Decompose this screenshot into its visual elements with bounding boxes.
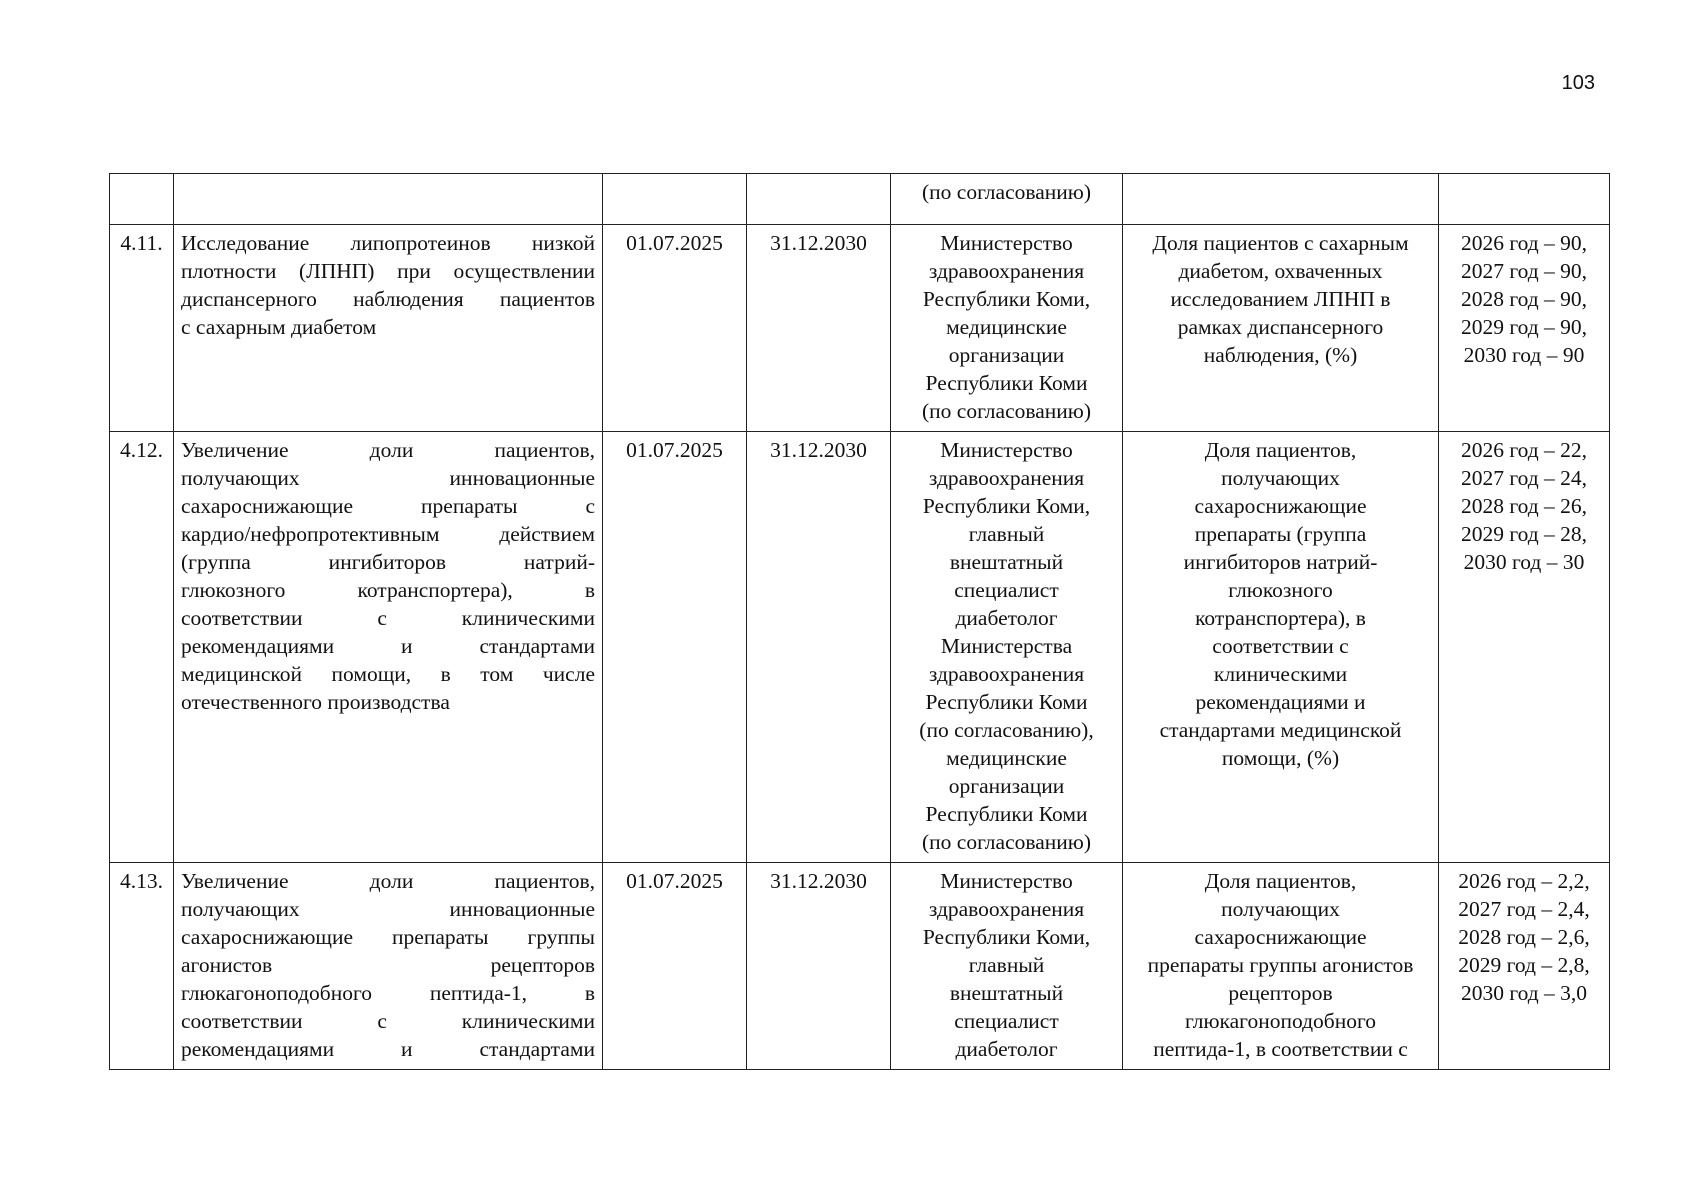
activity-name-line: диспансерного наблюдения пациентов	[181, 287, 595, 311]
responsible-line: Министерство	[940, 231, 1073, 255]
activity-name-line: соответствии с клиническими	[181, 606, 595, 630]
responsible-line: медицинские	[946, 315, 1067, 339]
start-date-cell	[603, 432, 747, 863]
activity-name-line: соответствии с клиническими	[181, 1009, 595, 1033]
table-body	[110, 174, 1610, 1070]
responsible-line: Республики Коми	[925, 802, 1088, 826]
indicator-line: исследованием ЛПНП в	[1170, 287, 1391, 311]
responsible-line: здравоохранения	[928, 466, 1085, 490]
item-number-cell	[110, 174, 174, 225]
target-value-line: 2029 год – 28,	[1460, 522, 1588, 546]
indicator-line: получающих	[1221, 466, 1340, 490]
start-date-cell	[603, 863, 747, 1070]
activity-name-cell	[174, 174, 603, 225]
responsible-line: Республики Коми,	[922, 494, 1091, 518]
indicator-line: глюкагоноподобного	[1184, 1009, 1377, 1033]
target-value-line: 2027 год – 24,	[1460, 466, 1588, 490]
responsible-line: (по согласованию)	[921, 830, 1092, 854]
responsible-line: Министерства	[940, 634, 1073, 658]
target-value-line: 2026 год – 2,2,	[1458, 869, 1590, 893]
target-value-line: 2028 год – 26,	[1460, 494, 1588, 518]
activity-name-line: медицинской помощи, в том числе	[181, 662, 595, 686]
responsible-line: организации	[948, 343, 1065, 367]
target-value-line: 2029 год – 2,8,	[1458, 953, 1590, 977]
responsible-line: (по согласованию),	[919, 718, 1094, 742]
responsible-line: Республики Коми,	[922, 925, 1091, 949]
activity-name-line: получающих инновационные	[181, 897, 595, 921]
indicator-line: ингибиторов натрий-	[1183, 550, 1378, 574]
responsible-line: медицинские	[946, 746, 1067, 770]
responsible-line: главный	[968, 953, 1045, 977]
target-values-cell	[1439, 432, 1610, 863]
item-number: 4.11.	[120, 231, 163, 255]
responsible-line: здравоохранения	[928, 259, 1085, 283]
target-value-line: 2030 год – 30	[1463, 550, 1585, 574]
indicator-line: наблюдения, (%)	[1203, 343, 1358, 367]
responsible-line: внештатный	[949, 550, 1064, 574]
item-number-cell	[110, 225, 174, 432]
indicator-line: помощи, (%)	[1221, 746, 1340, 770]
indicator-line: рецепторов	[1228, 981, 1333, 1005]
responsible-line: Министерство	[940, 869, 1073, 893]
activity-name-line: кардио/нефропротективным действием	[181, 522, 595, 546]
responsible-line: диабетолог	[955, 606, 1058, 630]
responsible-line: (по согласованию)	[921, 180, 1092, 204]
responsible-cell	[891, 432, 1123, 863]
indicator-line: сахароснижающие	[1194, 494, 1367, 518]
target-value-line: 2026 год – 90,	[1460, 231, 1588, 255]
end-date-cell	[747, 863, 891, 1070]
activity-name-line: глюкозного котранспортера), в	[181, 578, 595, 602]
end-date: 31.12.2030	[770, 438, 867, 462]
target-value-line: 2026 год – 22,	[1460, 438, 1588, 462]
item-number: 4.12.	[120, 438, 163, 462]
target-value-line: 2028 год – 2,6,	[1458, 925, 1590, 949]
activity-name-cell	[174, 863, 603, 1070]
indicator-line: клиническими	[1213, 662, 1348, 686]
table-row	[110, 225, 1610, 432]
responsible-line: главный	[968, 522, 1045, 546]
item-number: 4.13.	[120, 869, 163, 893]
activity-name-line: с сахарным диабетом	[181, 315, 377, 339]
page-number: 103	[1561, 72, 1595, 94]
item-number-cell	[110, 863, 174, 1070]
responsible-cell	[891, 174, 1123, 225]
activities-table	[109, 173, 1610, 1070]
target-value-line: 2030 год – 90	[1463, 343, 1585, 367]
indicator-line: рекомендациями и	[1195, 690, 1366, 714]
target-value-line: 2027 год – 2,4,	[1458, 897, 1590, 921]
activity-name-line: рекомендациями и стандартами	[181, 1037, 595, 1061]
indicator-line: препараты группы агонистов	[1147, 953, 1414, 977]
activity-name-line: агонистов рецепторов	[181, 953, 595, 977]
responsible-line: Республики Коми	[925, 371, 1088, 395]
responsible-cell	[891, 225, 1123, 432]
activity-name-line: рекомендациями и стандартами	[181, 634, 595, 658]
table-row	[110, 174, 1610, 225]
responsible-cell	[891, 863, 1123, 1070]
indicator-line: препараты (группа	[1194, 522, 1367, 546]
end-date-cell	[747, 174, 891, 225]
responsible-line: специалист	[954, 1009, 1059, 1033]
target-value-line: 2029 год – 90,	[1460, 315, 1588, 339]
indicator-cell	[1123, 174, 1439, 225]
indicator-line: соответствии с	[1212, 634, 1349, 658]
indicator-line: глюкозного	[1228, 578, 1333, 602]
target-values-cell	[1439, 863, 1610, 1070]
activity-name-line: отечественного производства	[181, 690, 450, 714]
indicator-line: Доля пациентов с сахарным	[1152, 231, 1409, 255]
indicator-line: получающих	[1221, 897, 1340, 921]
start-date-cell	[603, 174, 747, 225]
activity-name-cell	[174, 225, 603, 432]
responsible-line: здравоохранения	[928, 897, 1085, 921]
responsible-line: организации	[948, 774, 1065, 798]
activity-name-line: глюкагоноподобного пептида-1, в	[181, 981, 595, 1005]
start-date-cell	[603, 225, 747, 432]
indicator-line: котранспортера), в	[1195, 606, 1366, 630]
indicator-line: Доля пациентов,	[1204, 869, 1357, 893]
table-row	[110, 863, 1610, 1070]
indicator-cell	[1123, 225, 1439, 432]
item-number-cell	[110, 432, 174, 863]
target-value-line: 2027 год – 90,	[1460, 259, 1588, 283]
indicator-line: сахароснижающие	[1194, 925, 1367, 949]
end-date-cell	[747, 225, 891, 432]
responsible-line: Министерство	[940, 438, 1073, 462]
target-values-cell	[1439, 225, 1610, 432]
indicator-cell	[1123, 432, 1439, 863]
activity-name-line: Увеличение доли пациентов,	[181, 869, 595, 893]
start-date: 01.07.2025	[626, 231, 723, 255]
end-date: 31.12.2030	[770, 231, 867, 255]
activity-name-line: сахароснижающие препараты группы	[181, 925, 595, 949]
target-value-line: 2030 год – 3,0	[1460, 981, 1588, 1005]
indicator-line: стандартами медицинской	[1159, 718, 1402, 742]
start-date: 01.07.2025	[626, 438, 723, 462]
indicator-line: диабетом, охваченных	[1178, 259, 1383, 283]
responsible-line: диабетолог	[955, 1037, 1058, 1061]
responsible-line: специалист	[954, 578, 1059, 602]
activity-name-line: плотности (ЛПНП) при осуществлении	[181, 259, 595, 283]
end-date-cell	[747, 432, 891, 863]
indicator-line: рамках диспансерного	[1177, 315, 1384, 339]
indicator-line: пептида-1, в соответствии с	[1153, 1037, 1408, 1061]
indicator-line: Доля пациентов,	[1204, 438, 1357, 462]
activity-name-line: Исследование липопротеинов низкой	[181, 231, 595, 255]
target-value-line: 2028 год – 90,	[1460, 287, 1588, 311]
activity-name-line: получающих инновационные	[181, 466, 595, 490]
indicator-cell	[1123, 863, 1439, 1070]
responsible-line: внештатный	[949, 981, 1064, 1005]
end-date: 31.12.2030	[770, 869, 867, 893]
responsible-line: Республики Коми	[925, 690, 1088, 714]
activity-name-line: Увеличение доли пациентов,	[181, 438, 595, 462]
responsible-line: (по согласованию)	[921, 399, 1092, 423]
responsible-line: Республики Коми,	[922, 287, 1091, 311]
responsible-line: здравоохранения	[928, 662, 1085, 686]
target-values-cell	[1439, 174, 1610, 225]
start-date: 01.07.2025	[626, 869, 723, 893]
activity-name-line: (группа ингибиторов натрий-	[181, 550, 595, 574]
activity-name-line: сахароснижающие препараты с	[181, 494, 595, 518]
activity-name-cell	[174, 432, 603, 863]
table-row	[110, 432, 1610, 863]
